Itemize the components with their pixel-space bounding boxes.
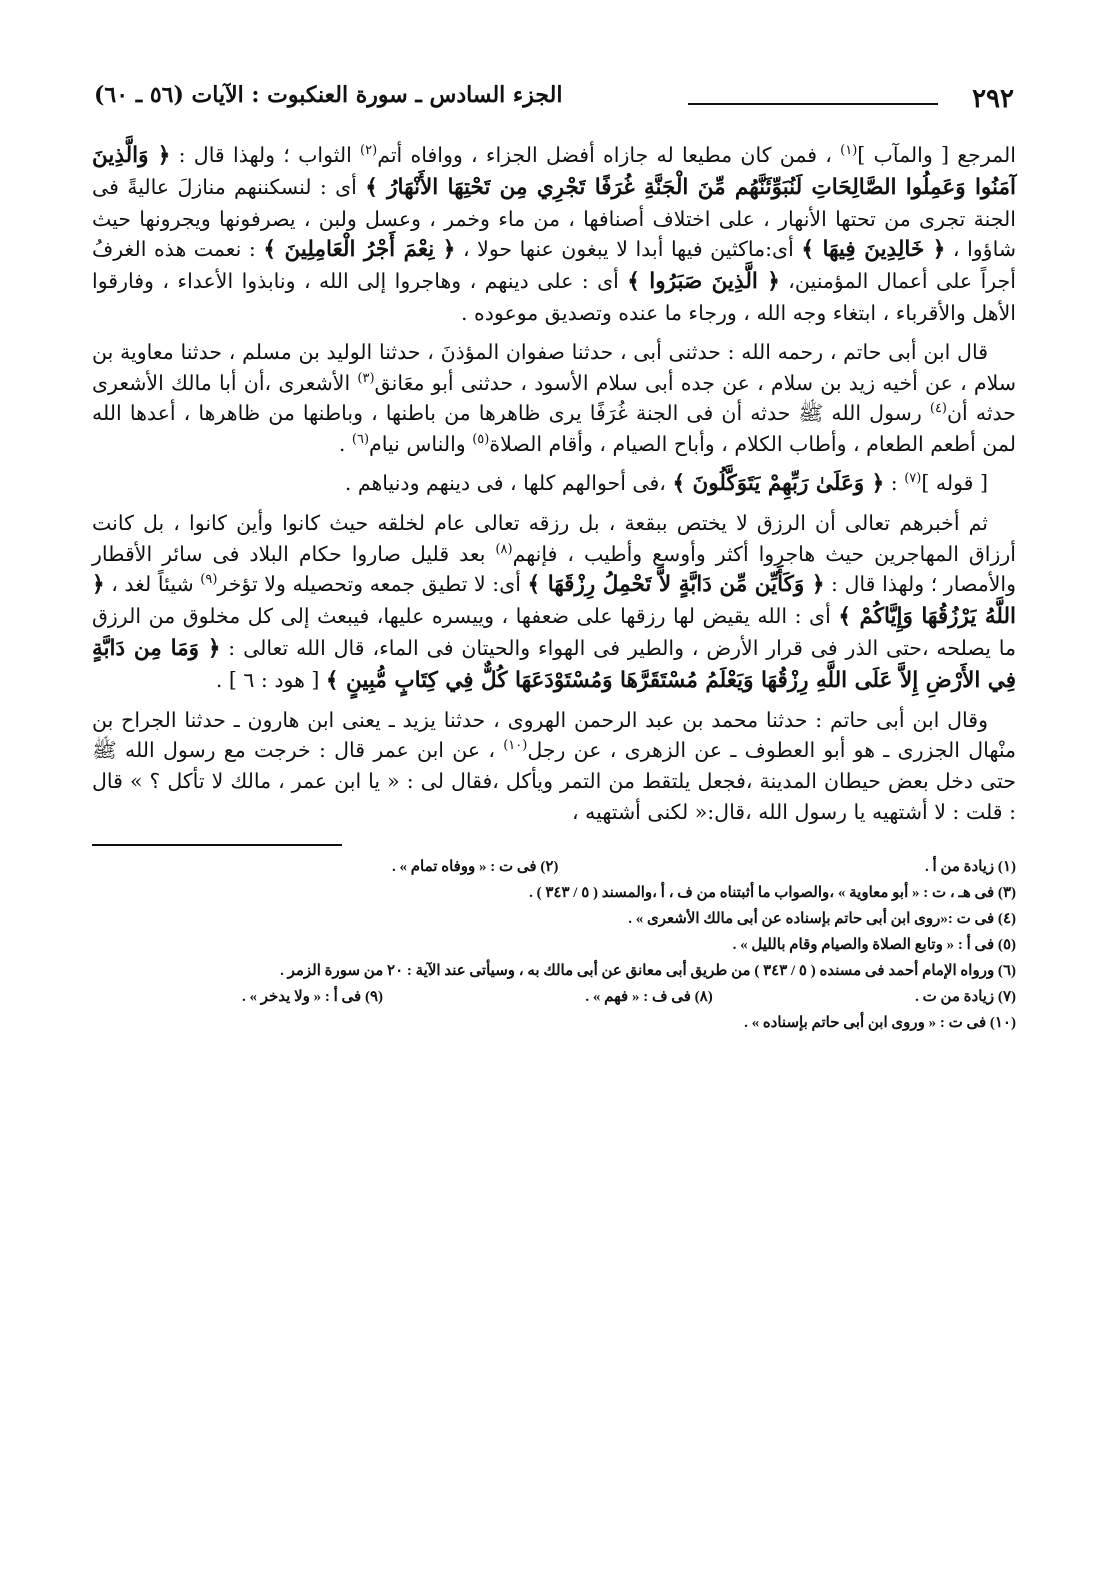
footnote-marker: (٣) — [357, 370, 375, 386]
footnote-6: (٦) ورواه الإمام أحمد فى مسنده ( ٥ / ٣٤٣ ) من طريق أبى معانق عن أبى مالك به ، وسيأتى عند الآية : ٢٠ من سورة الزمر . — [280, 962, 1016, 979]
footnote-3: (٣) فى هـ ، ت : « أبو معاوية » ،والصواب ما أثبتناه من ف ، أ ،والمسند ( ٥ / ٣٤٣ ) . — [529, 884, 1016, 901]
page-header — [92, 80, 1016, 124]
footnote-marker: (١) — [840, 143, 858, 159]
text-run: ،فى أحوالهم كلها ، فى دينهم ودنياهم . — [344, 470, 673, 495]
quran-verse: ﴿ وَكَأَيِّن مِّن دَابَّةٍ لاَّ تَحْمِلُ رِزْقَهَا ﴾ — [527, 572, 825, 598]
text-run: أى:ماكثين فيها أبدا لا يبغون عنها حولا ، — [455, 237, 802, 262]
text-run: أى : لنسكننهم منازلَ عاليةً فى الجنة تجرى من تحتها الأنهار ، على اختلاف أصنافها ، من ماء وخمر ، وعسل ولبن ، يصرفونها ويجرونها حيث شاؤوا ، — [92, 174, 1016, 262]
header-rule — [688, 103, 938, 105]
footnote-marker: (٩) — [200, 572, 218, 588]
text-run: ، فمن كان مطيعا له جازاه أفضل الجزاء ، ووافاه أتم — [377, 143, 841, 167]
quran-verse: ﴿ وَعَلَىٰ رَبِّهِمْ يَتَوَكَّلُونَ ﴾ — [672, 470, 885, 496]
footnote-marker: (٧) — [904, 471, 922, 487]
text-run: أى: لا تطيق جمعه وتحصيله ولا تؤخر — [217, 572, 528, 597]
text-run: أى : الله يقيض لها رزقها على ضعفها ، وييسره عليها، فيبعث إلى كل مخلوق من الرزق ما يصلحه ،حتى الذر فى قرار الأرض ، والطير فى الهواء والحيتان فى الماء، قال الله تعالى : — [92, 604, 1016, 660]
text-run: : نعمت هذه الغرفُ أجراً على أعمال المؤمنين، — [92, 237, 1016, 294]
quran-verse: ﴿ اللَّهُ يَرْزُقُهَا وَإِيَّاكُمْ ﴾ — [92, 572, 1017, 630]
text-run: رسول الله ﷺ حدثه أن فى الجنة غُرَفًا يرى ظاهرها من باطنها ، وباطنها من ظاهرها ، أعدها الله لمن أطعم الطعام ، وأطاب الكلام ، وأباح الصيام ، وأقام الصلاة — [92, 401, 1016, 457]
footnote-rule — [92, 844, 342, 846]
text-run: أى : على دينهم ، وهاجروا إلى الله ، ونابذوا الأعداء ، وفارقوا الأهل والأقرباء ، ابتغاء وجه الله ، ورجاء ما عنده وتصديق موعوده . — [92, 269, 1016, 325]
paragraph — [92, 140, 1016, 329]
text-run: . — [338, 432, 352, 457]
body-text — [92, 140, 1016, 828]
footnote-marker: (٤) — [929, 401, 947, 417]
page-number: ٢٩٢ — [972, 84, 1014, 114]
text-run: شيئاً لغد ، — [104, 572, 201, 597]
footnotes — [92, 854, 1016, 1036]
text-run: [ هود : ٦ ] . — [215, 667, 326, 692]
footnote-row-7 — [92, 984, 1016, 1010]
footnote-marker: (١٠) — [503, 738, 528, 754]
text-run: المرجع [ والمآب ] — [857, 143, 1016, 167]
footnote-5: (٥) فى أ : « وتابع الصلاة والصيام وقام بالليل » . — [732, 936, 1016, 953]
text-run: قال ابن أبى حاتم ، رحمه الله : حدثنى أبى ، حدثنا صفوان المؤذنَ ، حدثنا الوليد بن مسلم ، حدثنا معاوية بن سلام ، عن أخيه زيد بن سلام ، عن جده أبى سلام الأسود ، حدثنى أبو معَانق — [92, 339, 1016, 395]
footnote-marker: (٨) — [495, 541, 513, 557]
running-title: الجزء السادس ـ سورة العنكبوت : الآيات (٥٦ ـ ٦٠) — [94, 82, 563, 108]
footnote-8: (٨) فى ف : « فهم » . — [585, 988, 713, 1005]
paragraph — [92, 508, 1016, 697]
quran-verse: ﴿ نِعْمَ أَجْرُ الْعَامِلِينَ ﴾ — [263, 237, 456, 263]
text-run: الثواب ؛ ولهذا قال : — [170, 143, 361, 167]
text-run: الأشعرى ،أن أبا مالك الأشعرى حدثه أن — [92, 370, 1016, 426]
footnote-9: (٩) فى أ : « ولا يدخر » . — [242, 988, 384, 1005]
footnote-row-1 — [92, 854, 1016, 880]
quran-verse: ﴿ خَالِدِينَ فِيهَا ﴾ — [801, 237, 946, 263]
footnote-marker: (٦) — [351, 432, 370, 448]
text-run: : — [884, 470, 905, 495]
paragraph — [92, 468, 1016, 500]
footnote-4: (٤) فى ت :«روى ابن أبى حاتم بإسناده عن أبى مالك الأشعرى » . — [628, 910, 1016, 927]
text-run: [ قوله ] — [921, 470, 988, 495]
text-run: والناس نيام — [369, 432, 473, 457]
footnote-marker: (٢) — [360, 143, 378, 159]
quran-verse: ﴿ الَّذِينَ صَبَرُوا ﴾ — [627, 269, 780, 295]
text-run: بعد قليل صاروا حكام البلاد فى سائر الأقطار والأمصار ؛ ولهذا قال : — [92, 541, 1016, 597]
footnote-2: (٢) فى ت : « ووفاه تمام » . — [392, 858, 559, 875]
footnote-1: (١) زيادة من أ . — [925, 858, 1016, 875]
quran-verse: ﴿ وَالَّذِينَ آمَنُوا وَعَمِلُوا الصَّالِحَاتِ لَنُبَوِّئَنَّهُم مِّنَ الْجَنَّةِ غُرَفًا تَجْرِي مِن تَحْتِهَا الأَنْهَارُ ﴾ — [92, 143, 1017, 200]
paragraph — [92, 705, 1016, 828]
text-run: ثم أخبرهم تعالى أن الرزق لا يختص ببقعة ، بل رزقه تعالى عام لخلقه حيث كانوا وأين كانوا ، بل كانت أرزاق المهاجرين حيث هاجروا أكثر وأوسع وأطيب ، فإنهم — [92, 510, 1017, 566]
text-run: وقال ابن أبى حاتم : حدثنا محمد بن عبد الرحمن الهروى ، حدثنا يزيد ـ يعنى ابن هارون ـ حدثنا الجراح بن منْهال الجزرى ـ هو أبو العطوف ـ عن الزهرى ، عن رجل — [92, 707, 1016, 763]
footnote-7: (٧) زيادة من ت . — [915, 988, 1016, 1005]
quran-verse: ﴿ وَمَا مِن دَابَّةٍ فِي الأَرْضِ إِلاَّ عَلَى اللَّهِ رِزْقُهَا وَيَعْلَمُ مُسْتَقَرَّهَا وَمُسْتَوْدَعَهَا كُلٌّ فِي كِتَابٍ مُّبِينٍ ﴾ — [92, 635, 1016, 693]
footnote-10: (١٠) فى ت : « وروى ابن أبى حاتم بإسناده » . — [744, 1014, 1016, 1031]
paragraph — [92, 337, 1016, 460]
footnote-marker: (٥) — [472, 432, 490, 448]
text-run: ، عن ابن عمر قال : خرجت مع رسول الله ﷺ حتى دخل بعض حيطان المدينة ،فجعل يلتقط من التمر ويأكل ،فقال لى : « يا ابن عمر ، مالك لا تأكل ؟ » قال : قلت : لا أشتهيه يا رسول الله ،قال:« لكنى أشتهيه ، — [92, 738, 1016, 824]
